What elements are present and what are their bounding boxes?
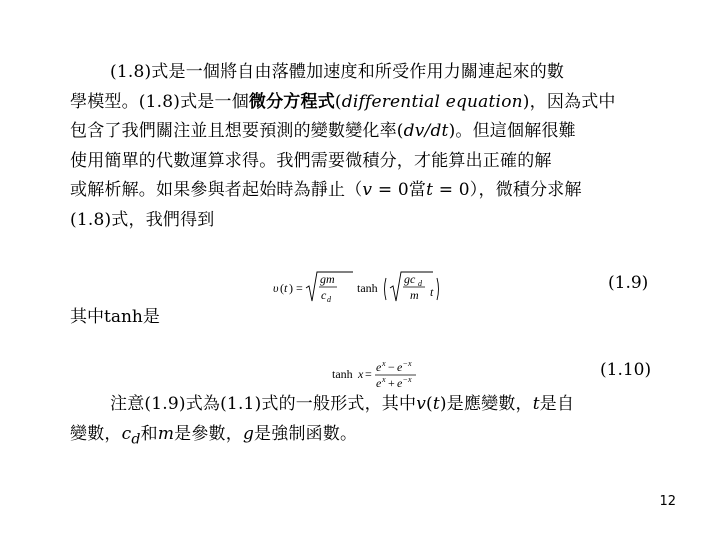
math-var: t: [426, 180, 434, 200]
p1-text: 或解析解。如果參與者起始時為靜止（: [70, 180, 363, 200]
svg-text:x: x: [408, 375, 412, 384]
svg-text:e: e: [376, 360, 382, 374]
p1-text: = 0當: [372, 180, 427, 200]
p1-line-6: [70, 206, 660, 236]
p1-text: 包含了我們關注並且想要預測的變數變化率(: [70, 121, 404, 141]
svg-text:t: t: [284, 281, 288, 295]
p1-line-3: [70, 117, 660, 147]
p1-text: = 0），微積分求解: [433, 180, 582, 200]
svg-text:tanh: tanh: [332, 367, 353, 381]
svg-text:t: t: [430, 285, 434, 299]
svg-text:=: =: [365, 367, 372, 381]
svg-text:(: (: [280, 281, 284, 295]
p2-line-2: [70, 420, 660, 455]
svg-text:e: e: [397, 376, 403, 390]
svg-text:υ: υ: [273, 281, 279, 295]
p1-text: (: [334, 91, 342, 112]
p2-text: 是自: [539, 394, 575, 414]
svg-text:+: +: [388, 376, 395, 390]
bold-term: 微分方程式: [248, 91, 335, 112]
math-var: t: [432, 394, 440, 414]
svg-text:c: c: [321, 288, 327, 302]
math-var: t: [532, 394, 540, 414]
svg-text:−: −: [403, 360, 408, 368]
equation-number: (1.9): [608, 273, 649, 293]
svg-text:d: d: [327, 295, 331, 304]
p2-text: 是強制函數。: [254, 423, 358, 444]
p2-text: )是應變數，: [439, 394, 533, 414]
math-derivative: dv/dt: [403, 121, 449, 141]
p1-text: (1.8)式是一個將自由落體加速度和所受作用力關連起來的數: [110, 62, 565, 82]
equation-1-10: [0, 360, 720, 390]
svg-text:−: −: [388, 360, 395, 374]
svg-text:e: e: [397, 360, 403, 374]
p1-text: (1.8)式，我們得到: [70, 209, 215, 230]
paragraph-free-fall-model: [70, 58, 660, 235]
p1-line-5: [70, 176, 660, 206]
math-var: c: [121, 423, 132, 444]
p2-text: 是參數，: [174, 423, 243, 444]
equation-velocity-image: [273, 268, 453, 308]
math-var: v: [416, 394, 427, 414]
tanh-intro-text: 其中tanh是: [70, 307, 160, 327]
svg-text:m: m: [410, 288, 419, 302]
p1-line-4: [70, 147, 660, 177]
math-var: v: [362, 180, 373, 200]
equation-tanh-image: [332, 360, 442, 390]
tanh-intro: [70, 302, 160, 327]
math-subscript: d: [131, 430, 141, 447]
svg-text:x: x: [382, 375, 386, 384]
p2-line-1: [70, 390, 660, 420]
svg-text:x: x: [408, 360, 412, 368]
math-var: g: [242, 423, 255, 444]
page-number: 12: [659, 494, 676, 509]
p2-text: (: [426, 394, 433, 414]
svg-text:x: x: [382, 360, 386, 368]
svg-text:e: e: [376, 376, 382, 390]
math-var: m: [157, 423, 175, 444]
svg-text:tanh: tanh: [357, 281, 378, 295]
p1-text: 學模型。(1.8)式是一個: [70, 91, 249, 112]
p1-line-1: [70, 58, 660, 88]
p2-text: 和: [140, 423, 158, 444]
p1-text: )，因為式中: [522, 91, 616, 112]
equation-number: (1.10): [600, 360, 652, 380]
paragraph-general-form: [70, 390, 660, 454]
p1-text: )。但這個解很難: [448, 121, 576, 141]
svg-text:) =: ) =: [289, 281, 303, 295]
svg-text:d: d: [418, 279, 422, 288]
svg-text:−: −: [403, 375, 408, 384]
p2-text: 變數，: [70, 423, 122, 444]
p1-text: 使用簡單的代數運算求得。我們需要微積分，才能算出正確的解: [70, 150, 552, 171]
svg-text:x: x: [358, 367, 364, 381]
english-term: differential equation: [341, 91, 523, 112]
p1-line-2: [70, 88, 660, 118]
p2-text: 注意(1.9)式為(1.1)式的一般形式，其中: [110, 394, 417, 414]
svg-text:gc: gc: [404, 272, 416, 286]
svg-text:gm: gm: [320, 272, 335, 286]
